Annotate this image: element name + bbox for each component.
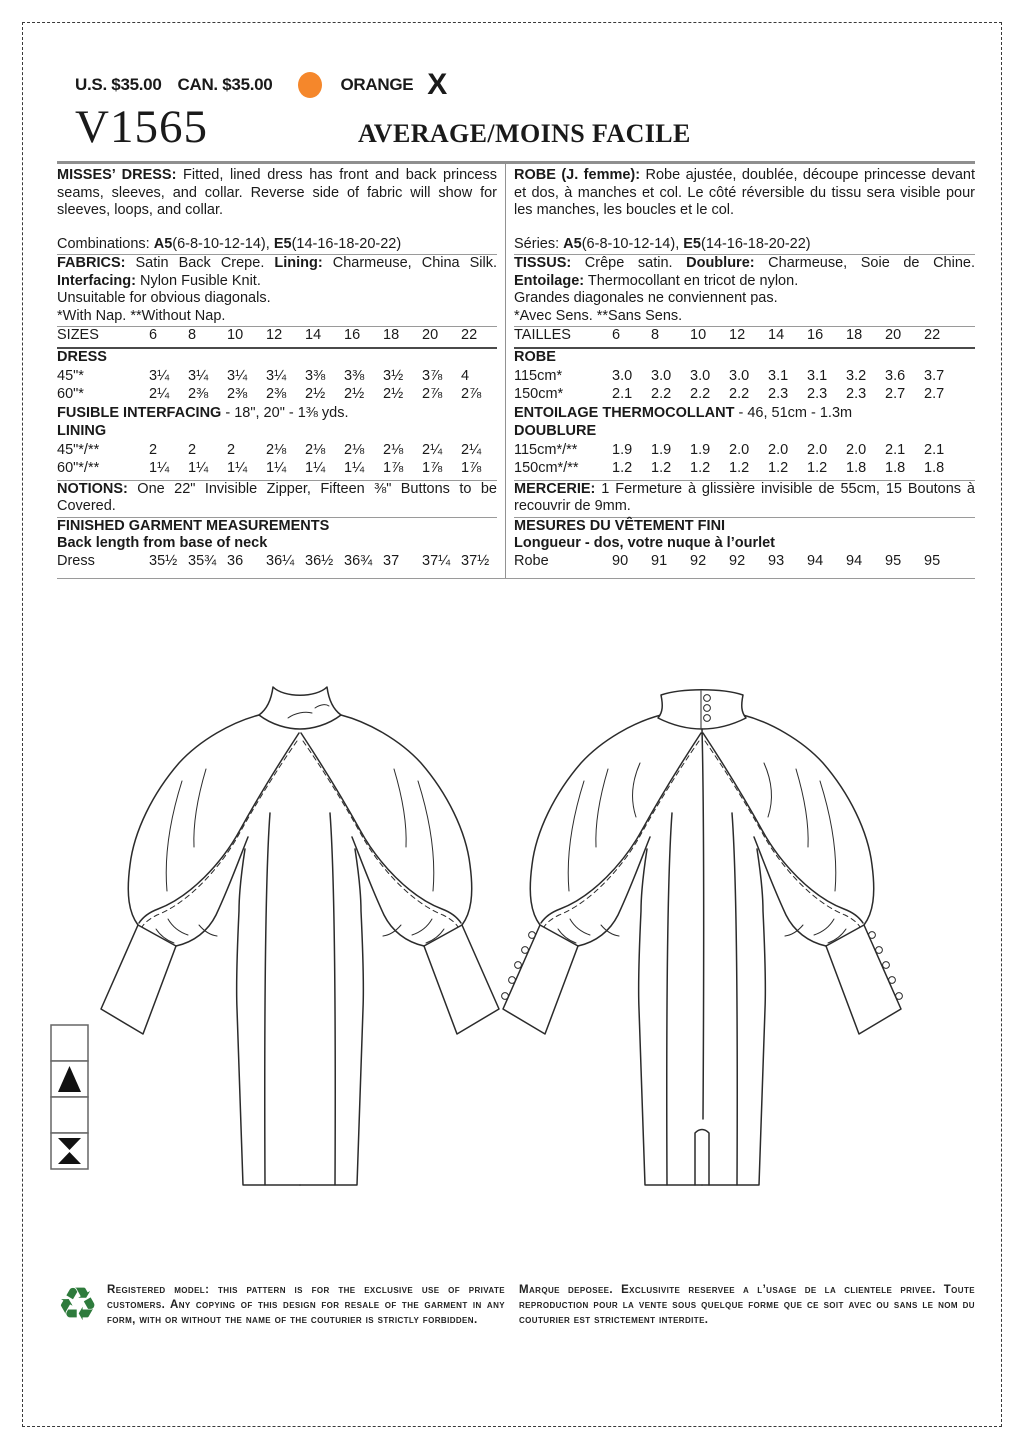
yardage-value: 1.8: [846, 460, 867, 476]
pattern-number: V1565: [75, 101, 208, 153]
yardage-value: 3.2: [846, 367, 867, 384]
lining-heading-fr: [514, 423, 975, 442]
yardage-value: 2⅞: [422, 386, 443, 402]
yardage-value: 2.3: [768, 386, 789, 402]
finished-heading-en: FINISHED GARMENT MEASUREMENTS: [57, 517, 330, 534]
fabrics-fr: [514, 255, 975, 290]
yardage-value: 3.7: [924, 367, 945, 384]
notions-en: [57, 481, 497, 518]
row-label: 150cm*/**: [514, 460, 579, 476]
yardage-value: 2⅛: [344, 441, 365, 458]
yardage-value: 2¼: [461, 441, 482, 458]
difficulty-label: AVERAGE/MOINS FACILE: [357, 119, 691, 148]
yardage-value: 2.3: [846, 386, 867, 402]
row-label: 60"*/**: [57, 460, 100, 476]
yardage-value: 3¼: [266, 367, 287, 384]
title-row: [75, 100, 955, 154]
notions-fr: [514, 481, 975, 518]
yardage-value: 1¼: [188, 460, 209, 476]
measurement-value: 95: [885, 552, 902, 569]
recycle-icon: ♻: [57, 1278, 99, 1330]
size-value: 6: [612, 327, 621, 343]
interfacing-text-en: Nylon Fusible Knit.: [135, 272, 261, 289]
measurement-value: 36: [227, 552, 244, 569]
measurement-value: 36¼: [266, 552, 295, 569]
garment-illustrations: [32, 557, 952, 1257]
measurement-value: 92: [729, 552, 746, 569]
measurement-value: 91: [651, 552, 668, 569]
yardage-value: 3⅜: [305, 367, 326, 384]
yardage-value: 3.6: [885, 367, 906, 384]
legal-english-block: [57, 1278, 505, 1330]
size-value: 10: [690, 327, 707, 343]
yardage-45-row-en: [57, 368, 497, 387]
row-label: 60"*: [57, 386, 84, 402]
lining-150-row-fr: [514, 460, 975, 481]
yardage-value: 2.2: [651, 386, 672, 402]
yardage-value: 2.0: [768, 441, 789, 458]
size-value: 12: [729, 327, 746, 343]
yardage-value: 2⅛: [305, 441, 326, 458]
yardage-value: 1.2: [690, 460, 711, 476]
yardage-value: 2⅜: [227, 386, 248, 402]
nap-note-en: *With Nap. **Without Nap.: [57, 308, 497, 328]
fabrics-label-fr: TISSUS:: [514, 255, 572, 271]
combo-a5-sizes-en: (6-8-10-12-14),: [172, 235, 274, 252]
combo-e5-sizes-fr: (14-16-18-20-22): [701, 235, 811, 252]
price-us: U.S. $35.00: [75, 75, 162, 94]
yardage-value: 2⅛: [383, 441, 404, 458]
yardage-value: 2.7: [924, 386, 945, 402]
fabrics-label-en: FABRICS:: [57, 255, 126, 271]
measurement-value: 93: [768, 552, 785, 569]
yardage-value: 2.2: [729, 386, 750, 402]
yardage-value: 1¼: [344, 460, 365, 476]
yardage-value: 3.0: [612, 367, 633, 384]
notions-label-fr: MERCERIE:: [514, 480, 596, 497]
lining-label-en: Lining:: [274, 255, 323, 271]
finished-heading-fr: MESURES DU VÊTEMENT FINI: [514, 517, 726, 534]
row-label: Dress: [57, 552, 95, 569]
description-text-fr: Robe ajustée, doublée, découpe princesse devant et dos, à manches et col. Le côté réversible du tissu sera visible pour les manches, les boucles et le col.: [514, 167, 976, 218]
yardage-value: 2.0: [846, 441, 867, 458]
measurement-value: 36¾: [344, 552, 373, 569]
sizes-values-en: [149, 327, 500, 345]
yardage-value: 3.1: [807, 367, 828, 384]
yardage-value: 2⅜: [188, 386, 209, 402]
row-label: Robe: [514, 552, 549, 569]
size-value: 14: [305, 327, 322, 343]
fusible-label-fr: ENTOILAGE THERMOCOLLANT: [514, 404, 735, 421]
yardage-value: 2⅛: [266, 441, 287, 458]
yardage-value: 1.9: [651, 441, 672, 458]
measurement-value: 37: [383, 552, 400, 569]
yardage-value: 3.1: [768, 367, 789, 384]
yardage-value: 3¼: [227, 367, 248, 384]
yardage-60-row-en: [57, 386, 497, 405]
measurement-value: 92: [690, 552, 707, 569]
yardage-value: 2.7: [885, 386, 906, 402]
notions-text-en: One 22" Invisible Zipper, Fifteen ⅜" Buttons to be Covered.: [57, 480, 497, 514]
combinations-label-en: Combinations:: [57, 235, 154, 252]
yardage-value: 1.2: [768, 460, 789, 476]
size-value: 18: [846, 327, 863, 343]
column-french: [506, 164, 975, 578]
description-title-en: MISSES’ DRESS:: [57, 167, 177, 183]
yardage-value: 3.0: [651, 367, 672, 384]
yardage-value: 2.3: [807, 386, 828, 402]
combinations-en: [57, 236, 497, 256]
combo-e5-en: E5: [273, 235, 292, 252]
yardage-value: 1¼: [305, 460, 326, 476]
finished-sub-en: Back length from base of neck: [57, 535, 268, 551]
combo-a5-sizes-fr: (6-8-10-12-14),: [581, 235, 684, 252]
yardage-value: 3.0: [729, 367, 750, 384]
measurement-value: 37¼: [422, 552, 451, 569]
yardage-value: 2: [149, 441, 158, 458]
yardage-value: 3⅞: [422, 367, 443, 384]
lining-text-fr: Charmeuse, Soie de Chine.: [754, 255, 975, 271]
yardage-value: 1.2: [651, 460, 672, 476]
row-label: 115cm*: [514, 367, 563, 384]
yardage-value: 1⅞: [422, 460, 443, 476]
measurement-value: 36½: [305, 552, 334, 569]
combo-a5-fr: A5: [563, 235, 582, 252]
lining-heading-label-en: LINING: [57, 423, 107, 439]
size-value: 22: [461, 327, 478, 343]
dress-heading-fr: [514, 349, 975, 368]
yardage-value: 2: [227, 441, 236, 458]
description-text-en: Fitted, lined dress has front and back princess seams, sleeves, and collar. Reverse side of fabric will show for sleeves, loops, and collar.: [57, 167, 497, 218]
lining-text-en: Charmeuse, China Silk.: [322, 255, 498, 271]
yardage-value: 2: [188, 441, 197, 458]
size-value: 16: [344, 327, 361, 343]
size-value: 6: [149, 327, 158, 343]
yardage-value: 3.0: [690, 367, 711, 384]
fusible-text-fr: - 46, 51cm - 1.3m: [734, 404, 853, 421]
sizes-header-en: [57, 327, 497, 349]
yardage-value: 1.9: [612, 441, 633, 458]
description-en: [57, 167, 497, 220]
yardage-150-row-fr: [514, 386, 975, 405]
row-label: 150cm*: [514, 386, 564, 402]
size-value: 20: [422, 327, 439, 343]
yardage-value: 3½: [383, 367, 404, 384]
sizes-header-fr: [514, 327, 975, 349]
dress-heading-label-en: DRESS: [57, 349, 107, 365]
size-value: 22: [924, 327, 941, 343]
lining-heading-label-fr: DOUBLURE: [514, 423, 597, 439]
yardage-value: 1.8: [885, 460, 906, 476]
yardage-value: 2½: [383, 386, 404, 402]
fusible-interfacing-fr: [514, 405, 975, 424]
yardage-value: 2⅞: [461, 386, 482, 402]
description-fr: [514, 167, 975, 220]
header: [75, 68, 955, 154]
size-value: 8: [188, 327, 197, 343]
yardage-value: 2¼: [149, 386, 170, 402]
column-english: [57, 164, 506, 578]
measurement-value: 95: [924, 552, 941, 569]
row-label: 45"*/**: [57, 441, 100, 458]
size-value: 16: [807, 327, 824, 343]
yardage-value: 3¼: [188, 367, 209, 384]
fabrics-text-en: Satin Back Crepe.: [125, 255, 275, 271]
size-value: 14: [768, 327, 785, 343]
cutting-line-symbol-strip: [50, 1024, 90, 1172]
measurement-value: 90: [612, 552, 629, 569]
fabrics-en: [57, 255, 497, 290]
size-value: 8: [651, 327, 660, 343]
fabrics-text-fr: Crêpe satin.: [571, 255, 687, 271]
color-code: X: [427, 68, 448, 101]
front-view-illustration: [101, 687, 499, 1185]
yardage-value: 2¼: [422, 441, 443, 458]
row-label: 115cm*/**: [514, 441, 578, 458]
legal-footer: [57, 1278, 975, 1330]
yardage-value: 2.0: [807, 441, 828, 458]
yardage-value: 1¼: [266, 460, 287, 476]
measurement-value: 37½: [461, 552, 490, 569]
sizes-values-fr: [612, 327, 975, 345]
back-collar: [658, 690, 746, 729]
symbol-cell-empty: [51, 1025, 88, 1061]
interfacing-text-fr: Thermocollant en tricot de nylon.: [584, 272, 799, 289]
measurement-value: 35½: [149, 552, 178, 569]
price-row: [75, 68, 955, 101]
measurement-value: 94: [807, 552, 824, 569]
sizes-label-fr: TAILLES: [514, 327, 571, 343]
yardage-value: 2.2: [690, 386, 711, 402]
unsuitable-en: Unsuitable for obvious diagonals.: [57, 290, 271, 306]
combinations-label-fr: Séries:: [514, 235, 564, 252]
unsuitable-fr: Grandes diagonales ne conviennent pas.: [514, 290, 778, 306]
yardage-value: 2.1: [924, 441, 945, 458]
notions-text-fr: 1 Fermeture à glissière invisible de 55cm, 15 Boutons à recouvrir de 9mm.: [514, 480, 975, 514]
yardage-value: 1⅞: [383, 460, 404, 476]
combo-a5-en: A5: [153, 235, 173, 252]
yardage-value: 4: [461, 367, 470, 384]
symbol-cell-empty: [51, 1097, 88, 1133]
yardage-value: 1¼: [149, 460, 170, 476]
yardage-value: 3⅜: [344, 367, 365, 384]
dress-heading-label-fr: ROBE: [514, 349, 556, 365]
nap-note-fr: *Avec Sens. **Sans Sens.: [514, 308, 975, 328]
lining-45-row-en: [57, 442, 497, 461]
fusible-text-en: - 18", 20" - 1⅜ yds.: [221, 404, 349, 421]
description-title-fr: ROBE (J. femme):: [514, 167, 641, 183]
measurement-value: 94: [846, 552, 863, 569]
price-can: CAN. $35.00: [177, 75, 273, 94]
yardage-value: 1.8: [924, 460, 945, 476]
yardage-value: 2½: [344, 386, 365, 402]
fusible-label-en: FUSIBLE INTERFACING: [57, 404, 222, 421]
legal-text-fr: Marque deposee. Exclusivite reservee a l’usage de la clientele privee. Toute reproduction pour la vente sous quelque forme que ce soit avec ou sans le nom du couturier est strictement interdite.: [519, 1284, 975, 1326]
notions-label-en: NOTIONS:: [57, 480, 128, 497]
fusible-interfacing-en: [57, 405, 497, 424]
color-dot-icon: [298, 72, 322, 98]
lining-115-row-fr: [514, 442, 975, 461]
yardage-value: 1.9: [690, 441, 711, 458]
yardage-value: 2.0: [729, 441, 750, 458]
combo-e5-fr: E5: [683, 235, 702, 252]
yardage-value: 3¼: [149, 367, 170, 384]
yardage-value: 1¼: [227, 460, 248, 476]
info-columns: [57, 161, 975, 579]
dress-heading-en: [57, 349, 497, 368]
size-value: 20: [885, 327, 902, 343]
lining-heading-en: [57, 423, 497, 442]
combo-e5-sizes-en: (14-16-18-20-22): [291, 235, 402, 252]
yardage-value: 1.2: [807, 460, 828, 476]
back-slit: [695, 1130, 709, 1186]
yardage-value: 2.1: [885, 441, 906, 458]
back-view-illustration: [502, 690, 903, 1185]
yardage-115-row-fr: [514, 368, 975, 387]
legal-text-en: Registered model: this pattern is for the exclusive use of private customers. Any copying of this design for resale of the garment in any form, with or without the name of the couturier is strictly forbidden.: [107, 1284, 505, 1326]
lining-60-row-en: [57, 460, 497, 481]
yardage-value: 2.1: [612, 386, 633, 402]
finished-sub-fr: Longueur - dos, votre nuque à l’ourlet: [514, 535, 776, 551]
interfacing-label-en: Interfacing:: [57, 272, 136, 289]
front-collar: [259, 687, 341, 729]
measurement-value: 35¾: [188, 552, 217, 569]
center-back-seam: [702, 729, 704, 1119]
yardage-value: 1⅞: [461, 460, 482, 476]
yardage-value: 2⅜: [266, 386, 287, 402]
size-value: 10: [227, 327, 244, 343]
yardage-value: 1.2: [729, 460, 750, 476]
sizes-label-en: SIZES: [57, 327, 99, 343]
yardage-value: 2½: [305, 386, 326, 402]
size-value: 12: [266, 327, 283, 343]
combinations-fr: [514, 236, 975, 256]
color-name: ORANGE: [340, 75, 414, 94]
yardage-value: 1.2: [612, 460, 633, 476]
interfacing-label-fr: Entoilage:: [514, 272, 585, 289]
row-label: 45"*: [57, 367, 84, 384]
size-value: 18: [383, 327, 400, 343]
lining-label-fr: Doublure:: [686, 255, 755, 271]
